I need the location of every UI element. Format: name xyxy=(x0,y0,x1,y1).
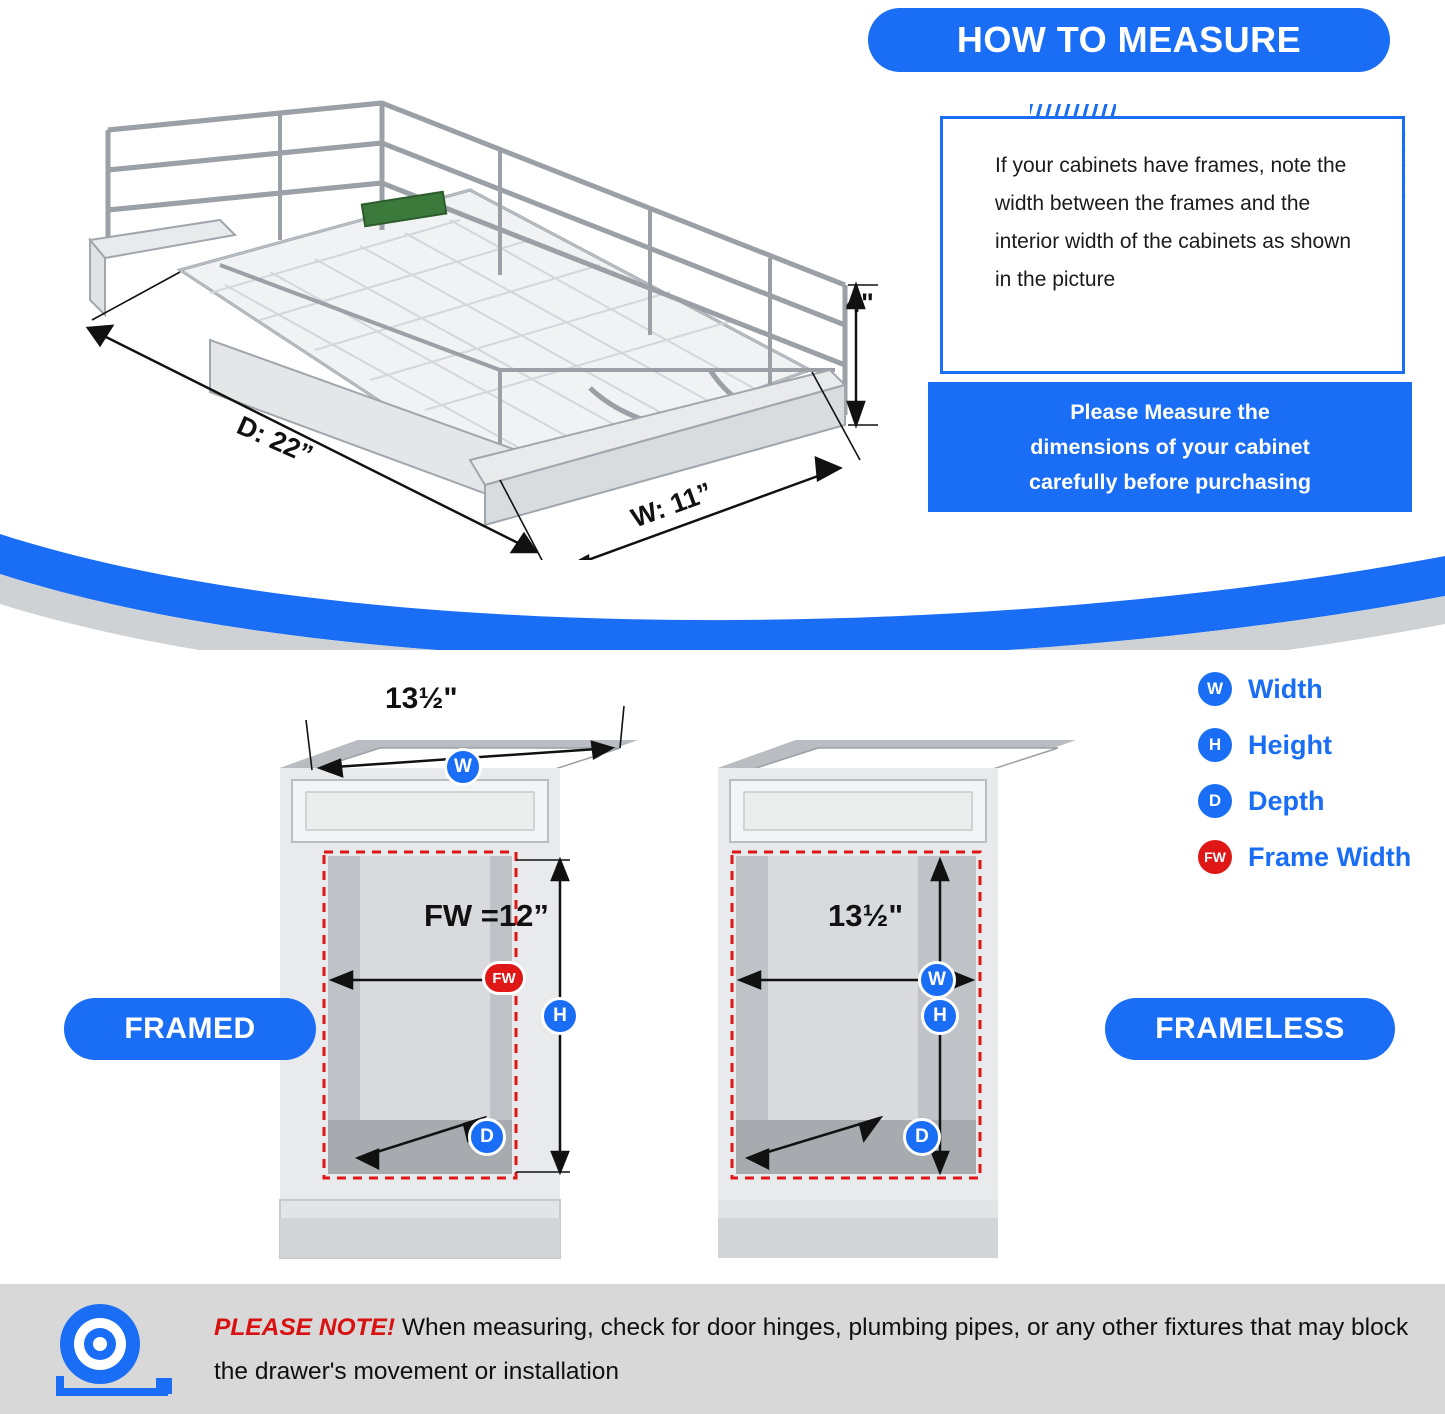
legend-item-depth xyxy=(1198,784,1428,818)
legend xyxy=(1198,672,1428,896)
note-text xyxy=(214,1306,1414,1394)
page-title xyxy=(868,8,1390,72)
frameless-depth-badge: D xyxy=(903,1118,941,1156)
basket-depth-label: D: 22” xyxy=(232,410,318,470)
measure-banner-line1: Please Measure the xyxy=(1070,399,1270,424)
legend-label-height: Height xyxy=(1248,730,1332,760)
section-divider xyxy=(0,520,1445,650)
legend-item-height xyxy=(1198,728,1428,762)
frameless-height-badge: H xyxy=(921,997,959,1035)
framed-top-width-badge: W xyxy=(444,748,482,786)
measure-banner-line3: carefully before purchasing xyxy=(1029,469,1311,494)
frameless-label-pill xyxy=(1105,998,1395,1060)
framed-depth-badge: D xyxy=(468,1118,506,1156)
basket-width-label: W: 11” xyxy=(627,476,716,534)
basket-svg xyxy=(30,40,910,560)
legend-label-depth: Depth xyxy=(1248,786,1325,816)
framed-fw-label: FW =12” xyxy=(424,898,549,933)
legend-badge-h: H xyxy=(1198,728,1232,762)
info-box xyxy=(940,116,1405,374)
frameless-width-label: 13½" xyxy=(828,898,904,933)
note-strong-text: PLEASE NOTE! xyxy=(214,1314,396,1341)
info-box-text: If your cabinets have frames, note the width between the frames and the interior width of the cabinets as shown in the picture xyxy=(995,154,1352,291)
framed-height-badge: H xyxy=(541,997,579,1035)
framed-top-width-label: 13½" xyxy=(385,682,458,715)
measuring-tape-icon xyxy=(38,1300,188,1400)
measure-banner xyxy=(928,382,1412,512)
framed-label-text: FRAMED xyxy=(124,1012,256,1045)
pull-out-basket-illustration xyxy=(30,40,910,560)
legend-badge-w: W xyxy=(1198,672,1232,706)
legend-label-width: Width xyxy=(1248,674,1323,704)
measure-banner-line2: dimensions of your cabinet xyxy=(1030,434,1310,459)
legend-badge-d: D xyxy=(1198,784,1232,818)
legend-label-frame-width: Frame Width xyxy=(1248,842,1412,872)
cabinet-diagrams xyxy=(240,680,1120,1260)
cabinets-svg xyxy=(240,680,1120,1260)
legend-item-width xyxy=(1198,672,1428,706)
framed-label-pill xyxy=(64,998,316,1060)
page-title-text: HOW TO MEASURE xyxy=(956,19,1302,60)
legend-badge-fw: FW xyxy=(1198,840,1232,874)
frameless-label-text: FRAMELESS xyxy=(1155,1012,1345,1045)
note-body-text: When measuring, check for door hinges, plumbing pipes, or any other fixtures that may block the drawer's movement or installation xyxy=(214,1314,1409,1385)
basket-height-label: 4" xyxy=(846,288,874,318)
frameless-width-badge: W xyxy=(918,961,956,999)
framed-cabinet xyxy=(280,706,638,1258)
legend-item-frame-width xyxy=(1198,840,1428,874)
frameless-cabinet xyxy=(718,740,1076,1258)
framed-fw-badge: FW xyxy=(482,961,526,995)
